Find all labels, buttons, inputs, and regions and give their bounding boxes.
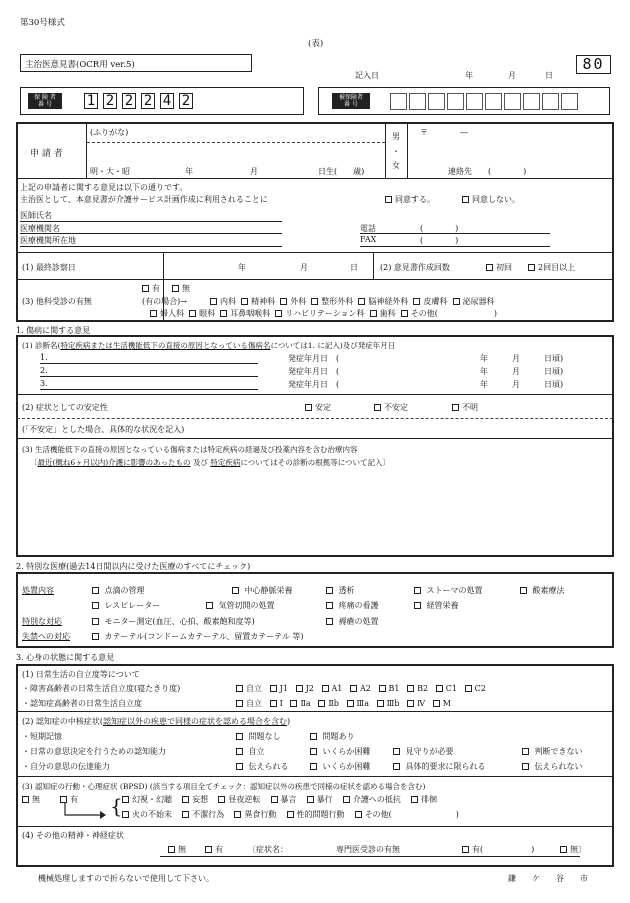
dept-dental[interactable]: 歯科 [370,309,396,318]
dept-row-1 [210,296,495,307]
opt[interactable]: B1 [379,684,400,693]
dept-row-2 [150,308,497,319]
onset-date-2[interactable]: 年 月 日頃) [480,367,564,376]
side-label: (表) [308,39,324,49]
proc-pain-care[interactable]: 疼痛の看護 [326,600,379,611]
count-label: (2) 意見書作成回数 [380,263,450,272]
insured-digit-box[interactable] [561,93,578,110]
last-visit-day: 日 [350,263,358,272]
bpsd-opt[interactable]: 暴言 [271,795,297,804]
fax-label: FAX [360,235,377,244]
opt[interactable]: J1 [270,684,288,693]
opt[interactable]: Ⅱa [290,699,310,708]
specialist-none[interactable]: 無〕 [560,844,586,855]
insurer-digit[interactable]: 2 [122,93,136,109]
gender-dot: ・ [392,147,400,156]
dept-gynecology[interactable]: 婦人科 [150,309,184,318]
onset-3: 発症年月日 ( [288,380,340,389]
proc-respirator[interactable]: レスピレーター [92,600,160,611]
bedridden-options [236,683,486,694]
treatment-course-label: (3) 生活機能低下の直接の原因となっている傷病または特定疾病の経過及び投薬内容を含む治療内容 [22,445,358,454]
insurer-digit[interactable]: 4 [160,93,174,109]
bpsd-opt[interactable]: 徘徊 [411,795,437,804]
dept-surgery[interactable]: 外科 [280,297,306,306]
communication-2[interactable]: いくらか困難 [310,761,371,772]
decision-3[interactable]: 見守りが必要 [393,746,454,757]
if-has-label: (有の場合)→ [142,297,187,306]
dept-urology[interactable]: 泌尿器科 [453,297,495,306]
decision-1[interactable]: 自立 [236,746,265,757]
opt[interactable]: M [433,699,451,708]
specialist-label: 専門医受診の有無 [336,845,400,854]
opt[interactable]: Ⅱb [318,699,339,708]
doctor-name-label: 医師氏名 [20,211,52,220]
other-neuro-has[interactable]: 有 [205,844,223,855]
proc-iv-nutrition[interactable]: 中心静脈栄養 [232,585,293,596]
brace-icon: { [110,794,123,818]
procedure-label: 処置内容 [22,586,54,595]
short-memory-issue[interactable]: 問題あり [310,731,355,742]
dept-orthopedics[interactable]: 整形外科 [311,297,353,306]
bpsd-opt[interactable]: 暴行 [307,795,333,804]
opt[interactable]: Ⅲa [347,699,369,708]
insured-digit-box[interactable] [447,93,464,110]
dept-ophthalmology[interactable]: 眼科 [189,309,215,318]
consent-agree[interactable]: 同意する。 [385,194,435,205]
diag-item-2: 2. [40,366,48,375]
other-dept-none[interactable]: 無 [172,283,190,294]
special-bedsore[interactable]: 褥瘡の処置 [326,616,379,627]
insured-digit-box[interactable] [428,93,445,110]
onset-date-1[interactable]: 年 月 日頃) [480,354,564,363]
stability-label: (2) 症状としての安定性 [22,403,108,412]
count-second[interactable]: 2回目以上 [528,262,575,273]
insured-digit-box[interactable] [485,93,502,110]
last-visit-year: 年 [238,263,246,272]
short-memory-ok[interactable]: 問題なし [236,731,281,742]
decision-2[interactable]: いくらか困難 [310,746,371,757]
opt[interactable]: A1 [322,684,343,693]
insurer-digit[interactable]: 2 [179,93,193,109]
communication-4[interactable]: 伝えられない [522,761,583,772]
diag-item-1: 1. [40,353,48,362]
onset-date-3[interactable]: 年 月 日頃) [480,380,564,389]
dept-dermatology[interactable]: 皮膚科 [413,297,447,306]
insured-digit-box[interactable] [542,93,559,110]
applicant-label: 申 請 者 [30,149,63,159]
special-label: 特別な対応 [22,617,62,626]
communication-1[interactable]: 伝えられる [236,761,289,772]
opt[interactable]: 自立 [236,699,262,708]
phone-label: 電話 [360,224,376,233]
opt[interactable]: J2 [296,684,314,693]
bpsd-opt[interactable]: その他( ) [355,810,459,819]
insured-digit-box[interactable] [504,93,521,110]
institution-address-label: 医療機関所在地 [20,236,76,245]
other-neuro-title: (4) その他の精神・神経症状 [22,831,124,840]
onset-2: 発症年月日 ( [288,367,340,376]
stability-unknown[interactable]: 不明 [452,402,478,413]
opt[interactable]: C2 [465,684,486,693]
dept-ent[interactable]: 耳鼻咽喉科 [220,309,270,318]
dementia-level-label: ・認知症高齢者の日常生活自立度 [22,699,142,708]
bpsd-opt[interactable]: 幻視・幻聴 [122,795,172,804]
era-label: 明・大・昭 [90,167,130,176]
bpsd-opt[interactable]: 昼夜逆転 [218,795,260,804]
bpsd-opt[interactable]: 性的問題行動 [287,810,345,819]
proc-tracheostomy[interactable]: 気管切開の処置 [206,600,275,611]
diag-item-3: 3. [40,379,48,388]
dept-neurosurgery[interactable]: 脳神経外科 [358,297,408,306]
bpsd-row-2 [122,809,459,820]
insurer-digit[interactable]: 2 [103,93,117,109]
other-dept-has[interactable]: 有 [142,283,160,294]
insurer-digit[interactable]: 2 [141,93,155,109]
bpsd-opt[interactable]: 異食行動 [234,810,276,819]
contact: 連絡先 ( ) [448,167,527,176]
diagnosis-header: (1) 診断名(特定疾病または生活機能低下の直接の原因となっている傷病名については1. に記入)及び発症年月日 [22,341,396,350]
form-number: 第30号様式 [20,18,65,28]
furigana-label: (ふりがな) [90,128,129,137]
section-1-title: 1. 傷病に関する意見 [16,326,91,335]
incontinence-label: 失禁への対応 [22,632,70,641]
opt[interactable]: B2 [407,684,428,693]
phone-value[interactable]: ( ) [420,224,459,233]
date-day: 日 [545,71,553,80]
opt[interactable]: 自立 [236,684,262,693]
form-code: 80 [576,55,611,74]
dementia-level-options [236,698,451,709]
dept-psychiatry[interactable]: 精神科 [241,297,275,306]
insured-digit-box[interactable] [409,93,426,110]
independence-title: (1) 日常生活の自立度等について [22,670,140,679]
consent-line-1: 上記の申請者に関する意見は以下の通りです。 [20,183,188,192]
bpsd-opt[interactable]: 不潔行為 [182,810,224,819]
birth-month: 月 [250,167,258,176]
postal-code: 〒 ― [420,128,468,137]
stability-stable[interactable]: 安定 [305,402,331,413]
insured-label: 被保険者 番 号 [332,93,370,109]
opt[interactable]: Ⅳ [407,699,425,708]
date-month: 月 [508,71,516,80]
decision-label: ・日常の意思決定を行うための認知能力 [22,747,166,756]
insured-digit-box[interactable] [390,93,407,110]
bpsd-opt[interactable]: 火の不始末 [122,810,172,819]
section-2-title: 2. 特別な医療(過去14日間以内に受けた医療のすべてにチェック) [16,562,251,571]
consent-line-2: 主治医として、本意見書が介護サービス計画作成に利用されることに [20,195,268,204]
birth-day: 日生( 歳) [318,167,365,176]
treatment-course-note: 〔最近(概ね6ヶ月以内)介護に影響のあったもの 及び 特定疾病についてはその診断の根拠等について記入〕 [30,458,391,467]
dept-other[interactable]: その他( ) [401,309,497,318]
proc-drip[interactable]: 点滴の管理 [92,585,145,596]
insured-digit-box[interactable] [466,93,483,110]
last-visit-month: 月 [300,263,308,272]
proc-stoma[interactable]: ストーマの処置 [414,585,483,596]
special-monitor[interactable]: モニター測定(血圧、心拍、酸素飽和度等) [92,616,255,627]
gender-male[interactable]: 男 [392,132,400,141]
incontinence-catheter[interactable]: カテーテル(コンドームカテーテル、留置カテーテル 等) [92,631,304,642]
institution-label: 医療機関名 [20,224,60,233]
last-visit-label: (1) 最終診察日 [22,263,76,272]
decision-4[interactable]: 判断できない [522,746,583,757]
symptom-name-label: 〔症状名： [248,845,288,854]
bpsd-none[interactable]: 無 [22,794,40,805]
short-memory-label: ・短期記憶 [22,732,62,741]
footer-city: 鎌 ケ 谷 市 [508,874,588,883]
bpsd-title: (3) 認知症の行動・心理症状 (BPSD) (該当する項目全てチェック：認知症以外の疾患で同様の症状を認める場合を含む) [22,782,426,791]
fax-value[interactable]: ( ) [420,236,459,245]
proc-tube-feeding[interactable]: 経管栄養 [414,600,459,611]
date-year: 年 [465,71,473,80]
applicant-block [16,122,614,322]
opt[interactable]: Ⅲb [377,699,400,708]
bpsd-opt[interactable]: 妄想 [182,795,208,804]
form-title: 主治医意見書(OCR用 ver.5) [25,60,135,70]
dept-internal[interactable]: 内科 [210,297,236,306]
communication-label: ・自分の意思の伝達能力 [22,762,110,771]
onset-1: 発症年月日 ( [288,354,340,363]
opt[interactable]: C1 [436,684,457,693]
bpsd-opt[interactable]: 介護への抵抗 [343,795,401,804]
proc-dialysis[interactable]: 透析 [326,585,355,596]
other-dept-label: (3) 他科受診の有無 [22,297,92,306]
opt[interactable]: Ⅰ [270,699,283,708]
insured-digit-box[interactable] [523,93,540,110]
section-3-title: 3. 心身の状態に関する意見 [16,653,115,662]
stability-unstable[interactable]: 不安定 [374,402,408,413]
date-label: 記入日 [355,71,379,80]
other-neuro-none[interactable]: 無 [168,844,186,855]
bpsd-has[interactable]: 有 [60,794,78,805]
insurer-label: 保 険 者 番 号 [28,93,62,109]
unstable-note: (「不安定」とした場合、具体的な状況を記入) [22,425,185,434]
insurer-digit[interactable]: 1 [84,93,98,109]
form-title-box [20,54,252,72]
communication-3[interactable]: 具体的要求に限られる [393,761,486,772]
opt[interactable]: A2 [350,684,371,693]
dept-rehab[interactable]: リハビリテーション科 [275,309,364,318]
proc-oxygen[interactable]: 酸素療法 [520,585,565,596]
consent-disagree[interactable]: 同意しない。 [462,194,520,205]
specialist-has[interactable]: 有( ) [462,844,534,855]
birth-year: 年 [185,167,193,176]
bpsd-row-1 [122,794,437,805]
arrow-right-icon [62,803,106,821]
footer-note: 機械処理しますので折らないで使用して下さい。 [38,874,214,883]
core-symptoms-title: (2) 認知症の中核症状(認知症以外の疾患で同様の症状を認める場合を含む) [22,717,291,726]
count-first[interactable]: 初回 [486,262,512,273]
gender-female[interactable]: 女 [392,161,400,170]
bedridden-label: ・障害高齢者の日常生活自立度(寝たきり度) [22,684,181,693]
